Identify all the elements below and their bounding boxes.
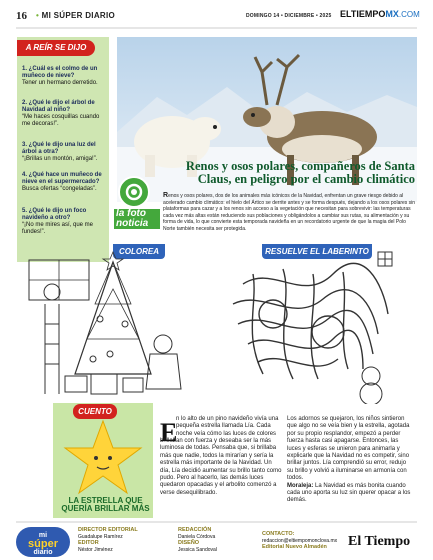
el-tiempo-logo: El Tiempo	[348, 534, 411, 549]
riddle-answer: “¡Brillas un montón, amiga!”.	[22, 156, 98, 162]
story-dropcap: E	[160, 418, 178, 447]
story-text-body: brillaban con fuerza y deseaba ser la más luminosa de todas. Pensaba que, si brillaba más que nadie, todos la mirarían y sería la estrella más importante de la Navidad. Un día, Lía decidió aumentar su brillo tanto como pudo. Pero al hacerlo, las demás luces quedaron opacadas y el arbolito comenzó a verse desequilibrado.	[160, 438, 282, 496]
riddle-1	[22, 66, 106, 87]
riddle-question: 5. ¿Qué le dijo un foco navideño a otro?	[22, 208, 87, 221]
riddle-question: 1. ¿Cuál es el colmo de un muñeco de nieve?	[22, 66, 98, 79]
feature-dropcap: R	[163, 192, 169, 199]
coloring-page[interactable]	[25, 244, 201, 402]
coloring-title: COLOREA	[113, 244, 165, 259]
feature-headline: Renos y osos polares, compañeros de Santa Claus, en peligro por el cambio climático	[185, 159, 415, 186]
staff-heading: CONTACTO:	[262, 531, 295, 537]
riddle-answer: “Me haces cosquillas cuando me decoras!”.	[22, 114, 100, 127]
riddle-question: 4. ¿Qué hace un muñeco de nieve en el supermercado?	[22, 172, 102, 185]
riddle-answer: Tener un hermano derretido.	[22, 80, 98, 86]
logo-bottom: diario	[33, 549, 53, 556]
footer-rule	[0, 521, 433, 523]
story-column-2	[287, 416, 412, 505]
riddle-4	[22, 172, 106, 193]
staff-heading: DIRECTOR EDITORIAL	[78, 527, 138, 533]
feature-label-bottom: noticia	[114, 219, 160, 229]
staff-name: Guadalupe Ramírez	[78, 533, 123, 540]
story-text-intro: n lo alto de un pino navideño vivía una pequeña estrella llamada Lía. Cada noche veía cómo las luces de colores	[176, 416, 279, 437]
logo-mid: súper	[28, 538, 58, 550]
staff-name: Jessica Sandoval	[178, 546, 217, 553]
story-column-1	[160, 416, 282, 496]
contact-email-link[interactable]: redaccion@eltiempomonclova.mx	[262, 537, 338, 544]
riddle-3	[22, 142, 106, 163]
staff-heading: REDACCIÓN	[178, 527, 212, 533]
staff-heading: EDITOR	[78, 540, 99, 546]
maze-title: RESUELVE EL LABERINTO	[262, 244, 372, 259]
header-rule	[0, 27, 433, 29]
brand-com: .COM	[398, 10, 420, 19]
riddle-answer: Busca ofertas “congeladas”.	[22, 186, 97, 192]
feature-body-text: enos y osos polares, dos de los animales más icónicos de la Navidad, enfrentan un grave riesgo debido al acelerado cambio climático: el hielo del Ártico se derrite antes y se forma después, dejando a los osos polares sin plataformas para cazar y a los renos sin acceso a la vegetación que necesitan para sobrevivir: las temperaturas cada vez más altas están reduciendo sus poblaciones y obligándolos a cambiar sus rutas, su alimentación y su forma de vida, lo que convierte esta temporada navideña en un recordatorio urgente de que la magia del Polo Norte también necesita ser protegida.	[163, 193, 416, 232]
masthead-brand[interactable]	[340, 9, 420, 19]
logo-top: mi	[38, 532, 48, 539]
staff-director	[78, 527, 138, 553]
riddle-answer: “¡No me mires así, que me fundes!”.	[22, 222, 94, 235]
feature-label	[114, 209, 160, 229]
moral-label: Moraleja:	[287, 482, 314, 489]
brand-main: ELTIEMPO	[340, 9, 386, 19]
page-header	[0, 0, 433, 30]
story-moral	[287, 483, 412, 505]
riddles-title: A REÍR SE DIJO	[17, 40, 95, 56]
staff-heading: DISEÑO	[178, 540, 200, 546]
section-label: MI SÚPER DIARIO	[41, 11, 116, 20]
staff-name: Néstor Jiménez	[78, 546, 113, 553]
feature-label-top: la foto	[114, 209, 160, 219]
section-bullet: •	[36, 11, 42, 20]
riddle-5	[22, 208, 106, 236]
riddle-question: 3. ¿Qué le dijo una luz del árbol a otra?	[22, 142, 96, 155]
page-number: 16	[16, 10, 27, 22]
story-title: CUENTO	[73, 404, 117, 419]
moral-text: La Navidad es más bonita cuando cada uno aporta su luz sin querer opacar a los demás.	[287, 482, 411, 504]
riddle-question: 2. ¿Qué le dijo el árbol de Navidad al niño?	[22, 100, 95, 113]
issue-date: DOMINGO 14 • DICIEMBRE • 2025	[246, 13, 332, 19]
publisher-name: Editorial Nuevo Almadén	[262, 544, 327, 550]
christmas-tree-drawing	[25, 244, 201, 402]
staff-contact	[262, 531, 337, 551]
story-caption: LA ESTRELLA QUE QUERÍA BRILLAR MÁS	[61, 496, 150, 513]
brand-mx: MX	[385, 9, 399, 19]
section-name	[36, 11, 115, 20]
maze-drawing	[213, 244, 403, 404]
mi-super-diario-logo	[16, 527, 70, 557]
staff-name: Daniela Córdova	[178, 533, 216, 540]
story-text-body-2: Los adornos se quejaron, los niños sintieron que algo no se veía bien y la estrella, agotada por su propio resplandor, empezó a perder fuerza hasta casi apagarse. Entonces, las luces y esferas se unieron para animarla y explicarle que la Navidad no es competir, sino brillar juntos. Lía comprendió su error, redujo su brillo y volvió a iluminarse en armonía con todos.	[287, 416, 410, 482]
camera-icon	[118, 176, 150, 208]
feature-body	[163, 193, 417, 233]
maze-puzzle[interactable]	[213, 244, 403, 404]
staff-redaccion	[178, 527, 217, 553]
riddle-2	[22, 100, 106, 128]
